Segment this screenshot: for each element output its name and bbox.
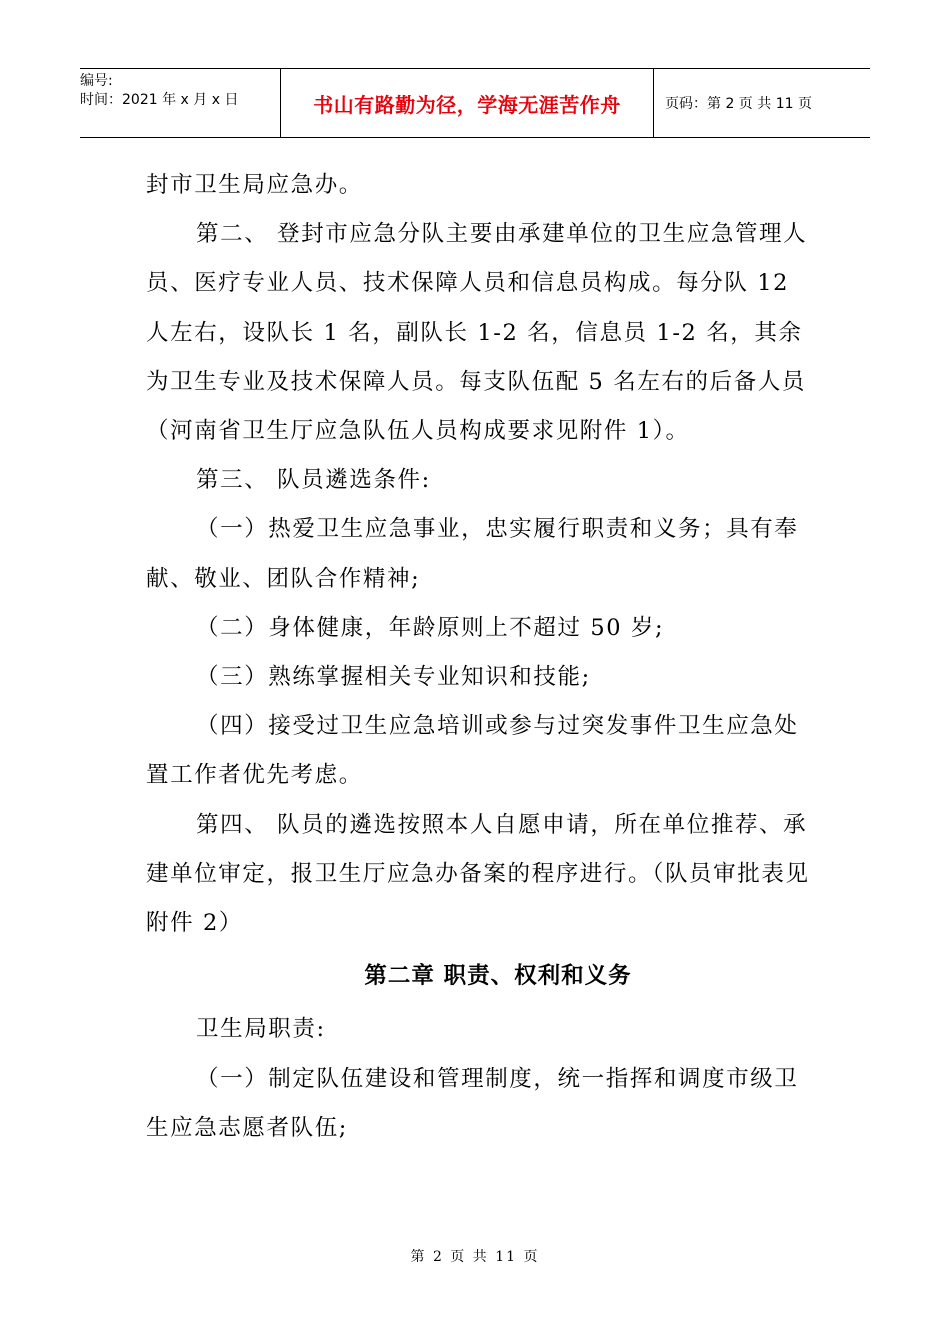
paragraph: （二）身体健康，年龄原则上不超过 50 岁; xyxy=(196,614,665,641)
header-motto: 书山有路勤为径，学海无涯苦作舟 xyxy=(281,69,654,137)
paragraph: 第二、 登封市应急分队主要由承建单位的卫生应急管理人员、医疗专业人员、技术保障人员和信息员构成。每分队 12 人左右，设队长 1 名，副队长 1-2 名，信息员 1-2 名，其余为卫生专业及技术保障人员。每支队伍配 5 名左右的后备人员（河南省卫生厅应急队伍人员构成要求见附件 1）。 xyxy=(146,221,808,445)
date-label: 时间：2021 年 x 月 x 日 xyxy=(80,92,239,108)
header-meta xyxy=(80,69,281,137)
paragraph: 第三、 队员遴选条件: xyxy=(196,467,431,494)
paragraph: 卫生局职责: xyxy=(196,1016,326,1043)
paragraph: 封市卫生局应急办。 xyxy=(146,172,363,198)
header-page-info: 页码：第 2 页 共 11 页 xyxy=(665,96,812,112)
page-header xyxy=(80,68,870,138)
document-body xyxy=(146,161,810,1153)
doc-number-label: 编号: xyxy=(80,73,113,89)
page-footer: 第 2 页 共 11 页 xyxy=(410,1249,540,1265)
paragraph: （三）熟练掌握相关专业知识和技能; xyxy=(196,664,591,691)
paragraph: （四）接受过卫生应急培训或参与过突发事件卫生应急处置工作者优先考虑。 xyxy=(146,713,799,789)
paragraph: 第四、 队员的遴选按照本人自愿申请，所在单位推荐、承建单位审定，报卫生厅应急办备案的程序进行。（队员审批表见附件 2） xyxy=(146,811,810,937)
paragraph: （一）制定队伍建设和管理制度，统一指挥和调度市级卫生应急志愿者队伍; xyxy=(146,1065,799,1141)
chapter-heading: 第二章 职责、权利和义务 xyxy=(364,963,632,990)
paragraph: （一）热爱卫生应急事业，忠实履行职责和义务；具有奉献、敬业、团队合作精神; xyxy=(146,516,799,592)
